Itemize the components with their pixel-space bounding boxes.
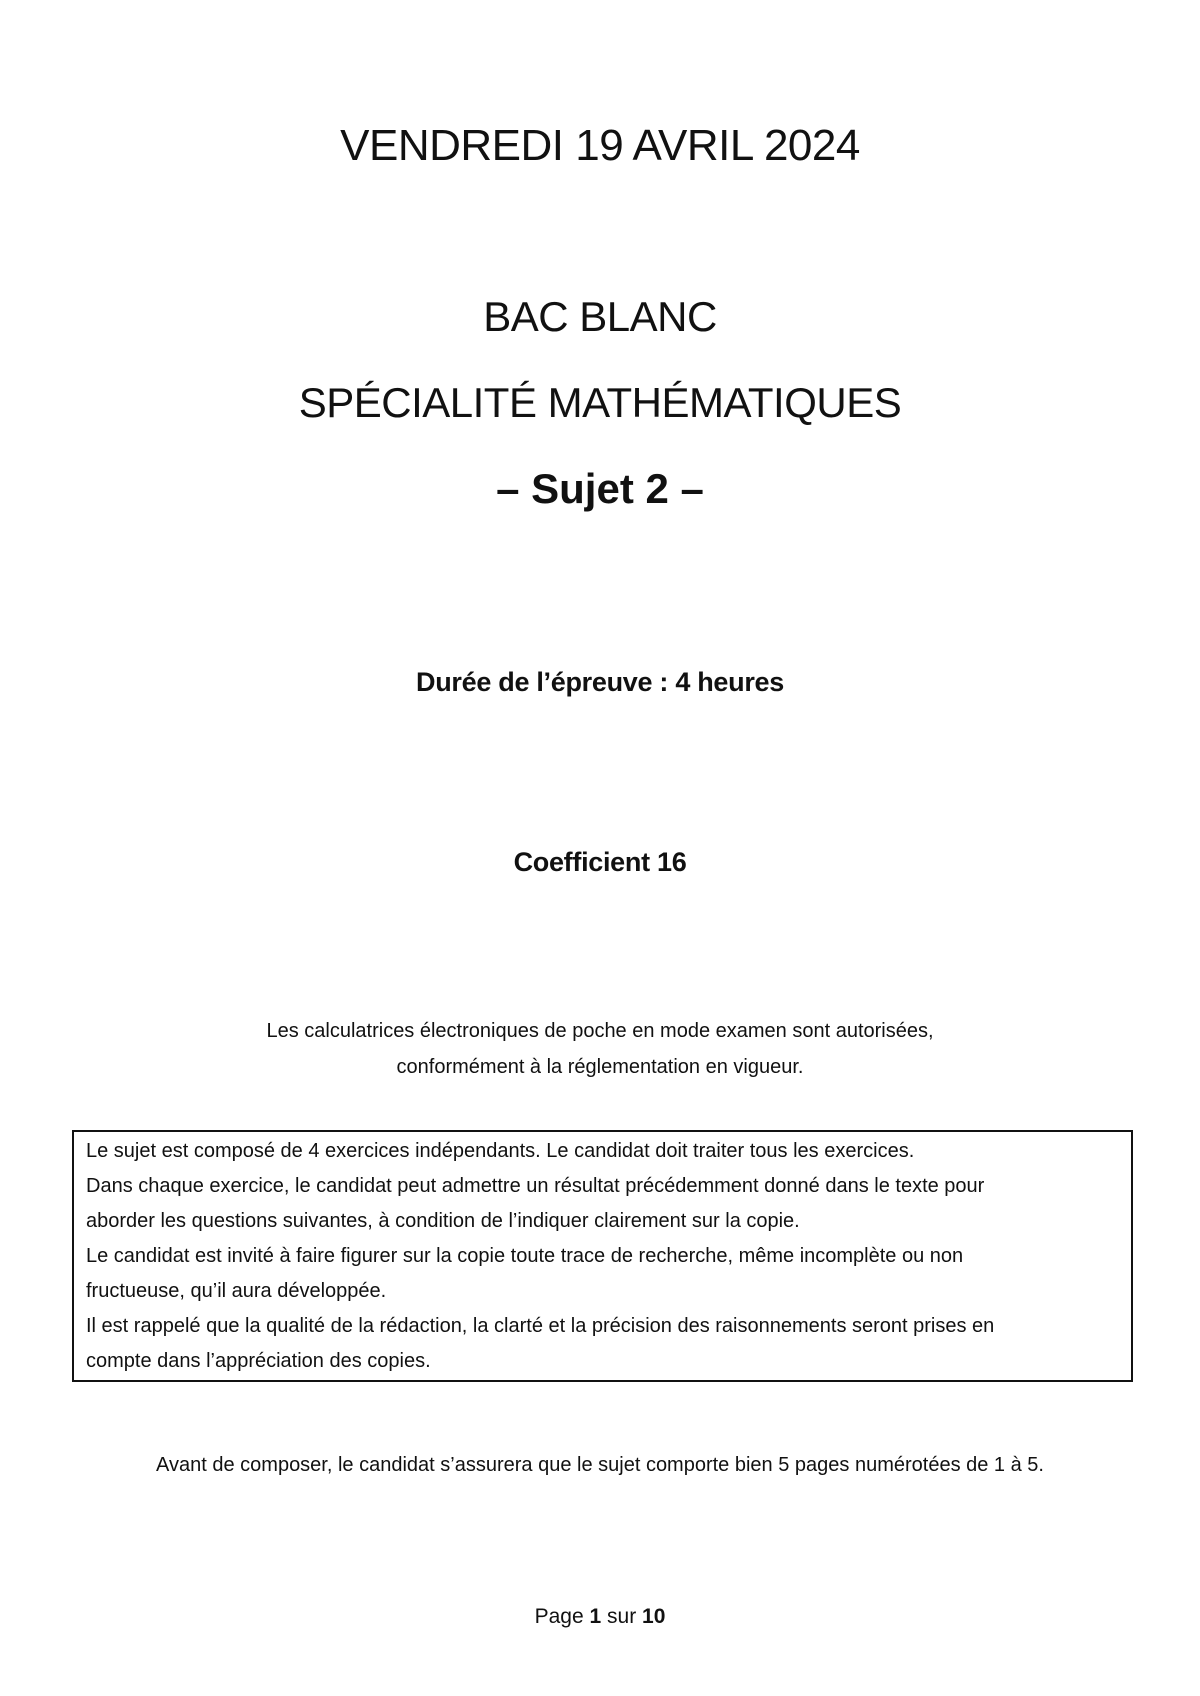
instruction-line: compte dans l’appréciation des copies.: [86, 1350, 431, 1372]
exam-subject: SPÉCIALITÉ MATHÉMATIQUES: [298, 379, 902, 426]
exam-title: BAC BLANC: [483, 293, 717, 340]
calculator-notice-line-1: Les calculatrices électroniques de poche en mode examen sont autorisées,: [266, 1020, 934, 1042]
instruction-line: fructueuse, qu’il aura développée.: [86, 1280, 387, 1302]
page-count-notice: Avant de composer, le candidat s’assurera que le sujet comporte bien 5 pages numérotées de 1 à 5.: [156, 1454, 1044, 1476]
exam-coefficient: Coefficient 16: [513, 847, 687, 877]
footer-total-pages: 10: [642, 1605, 666, 1628]
instruction-line: aborder les questions suivantes, à condition de l’indiquer clairement sur la copie.: [86, 1210, 800, 1232]
footer-sur-label: sur: [607, 1605, 637, 1628]
footer-current-page: 1: [589, 1605, 602, 1628]
exam-duration: Durée de l’épreuve : 4 heures: [416, 667, 784, 697]
footer-page-label: Page: [534, 1605, 584, 1628]
calculator-notice-line-2: conformément à la réglementation en vigueur.: [396, 1056, 804, 1078]
instruction-line: Dans chaque exercice, le candidat peut admettre un résultat précédemment donné dans le texte pour: [86, 1175, 985, 1197]
instructions-box: [72, 1130, 1133, 1382]
instruction-line: Le sujet est composé de 4 exercices indépendants. Le candidat doit traiter tous les exercices.: [86, 1140, 915, 1162]
instruction-line: Le candidat est invité à faire figurer sur la copie toute trace de recherche, même incomplète ou non: [86, 1245, 964, 1267]
page-footer: [0, 1602, 1200, 1632]
instruction-line: Il est rappelé que la qualité de la rédaction, la clarté et la précision des raisonnements seront prises en: [86, 1315, 995, 1337]
exam-date: VENDREDI 19 AVRIL 2024: [340, 121, 860, 170]
exam-version: – Sujet 2 –: [496, 465, 704, 512]
